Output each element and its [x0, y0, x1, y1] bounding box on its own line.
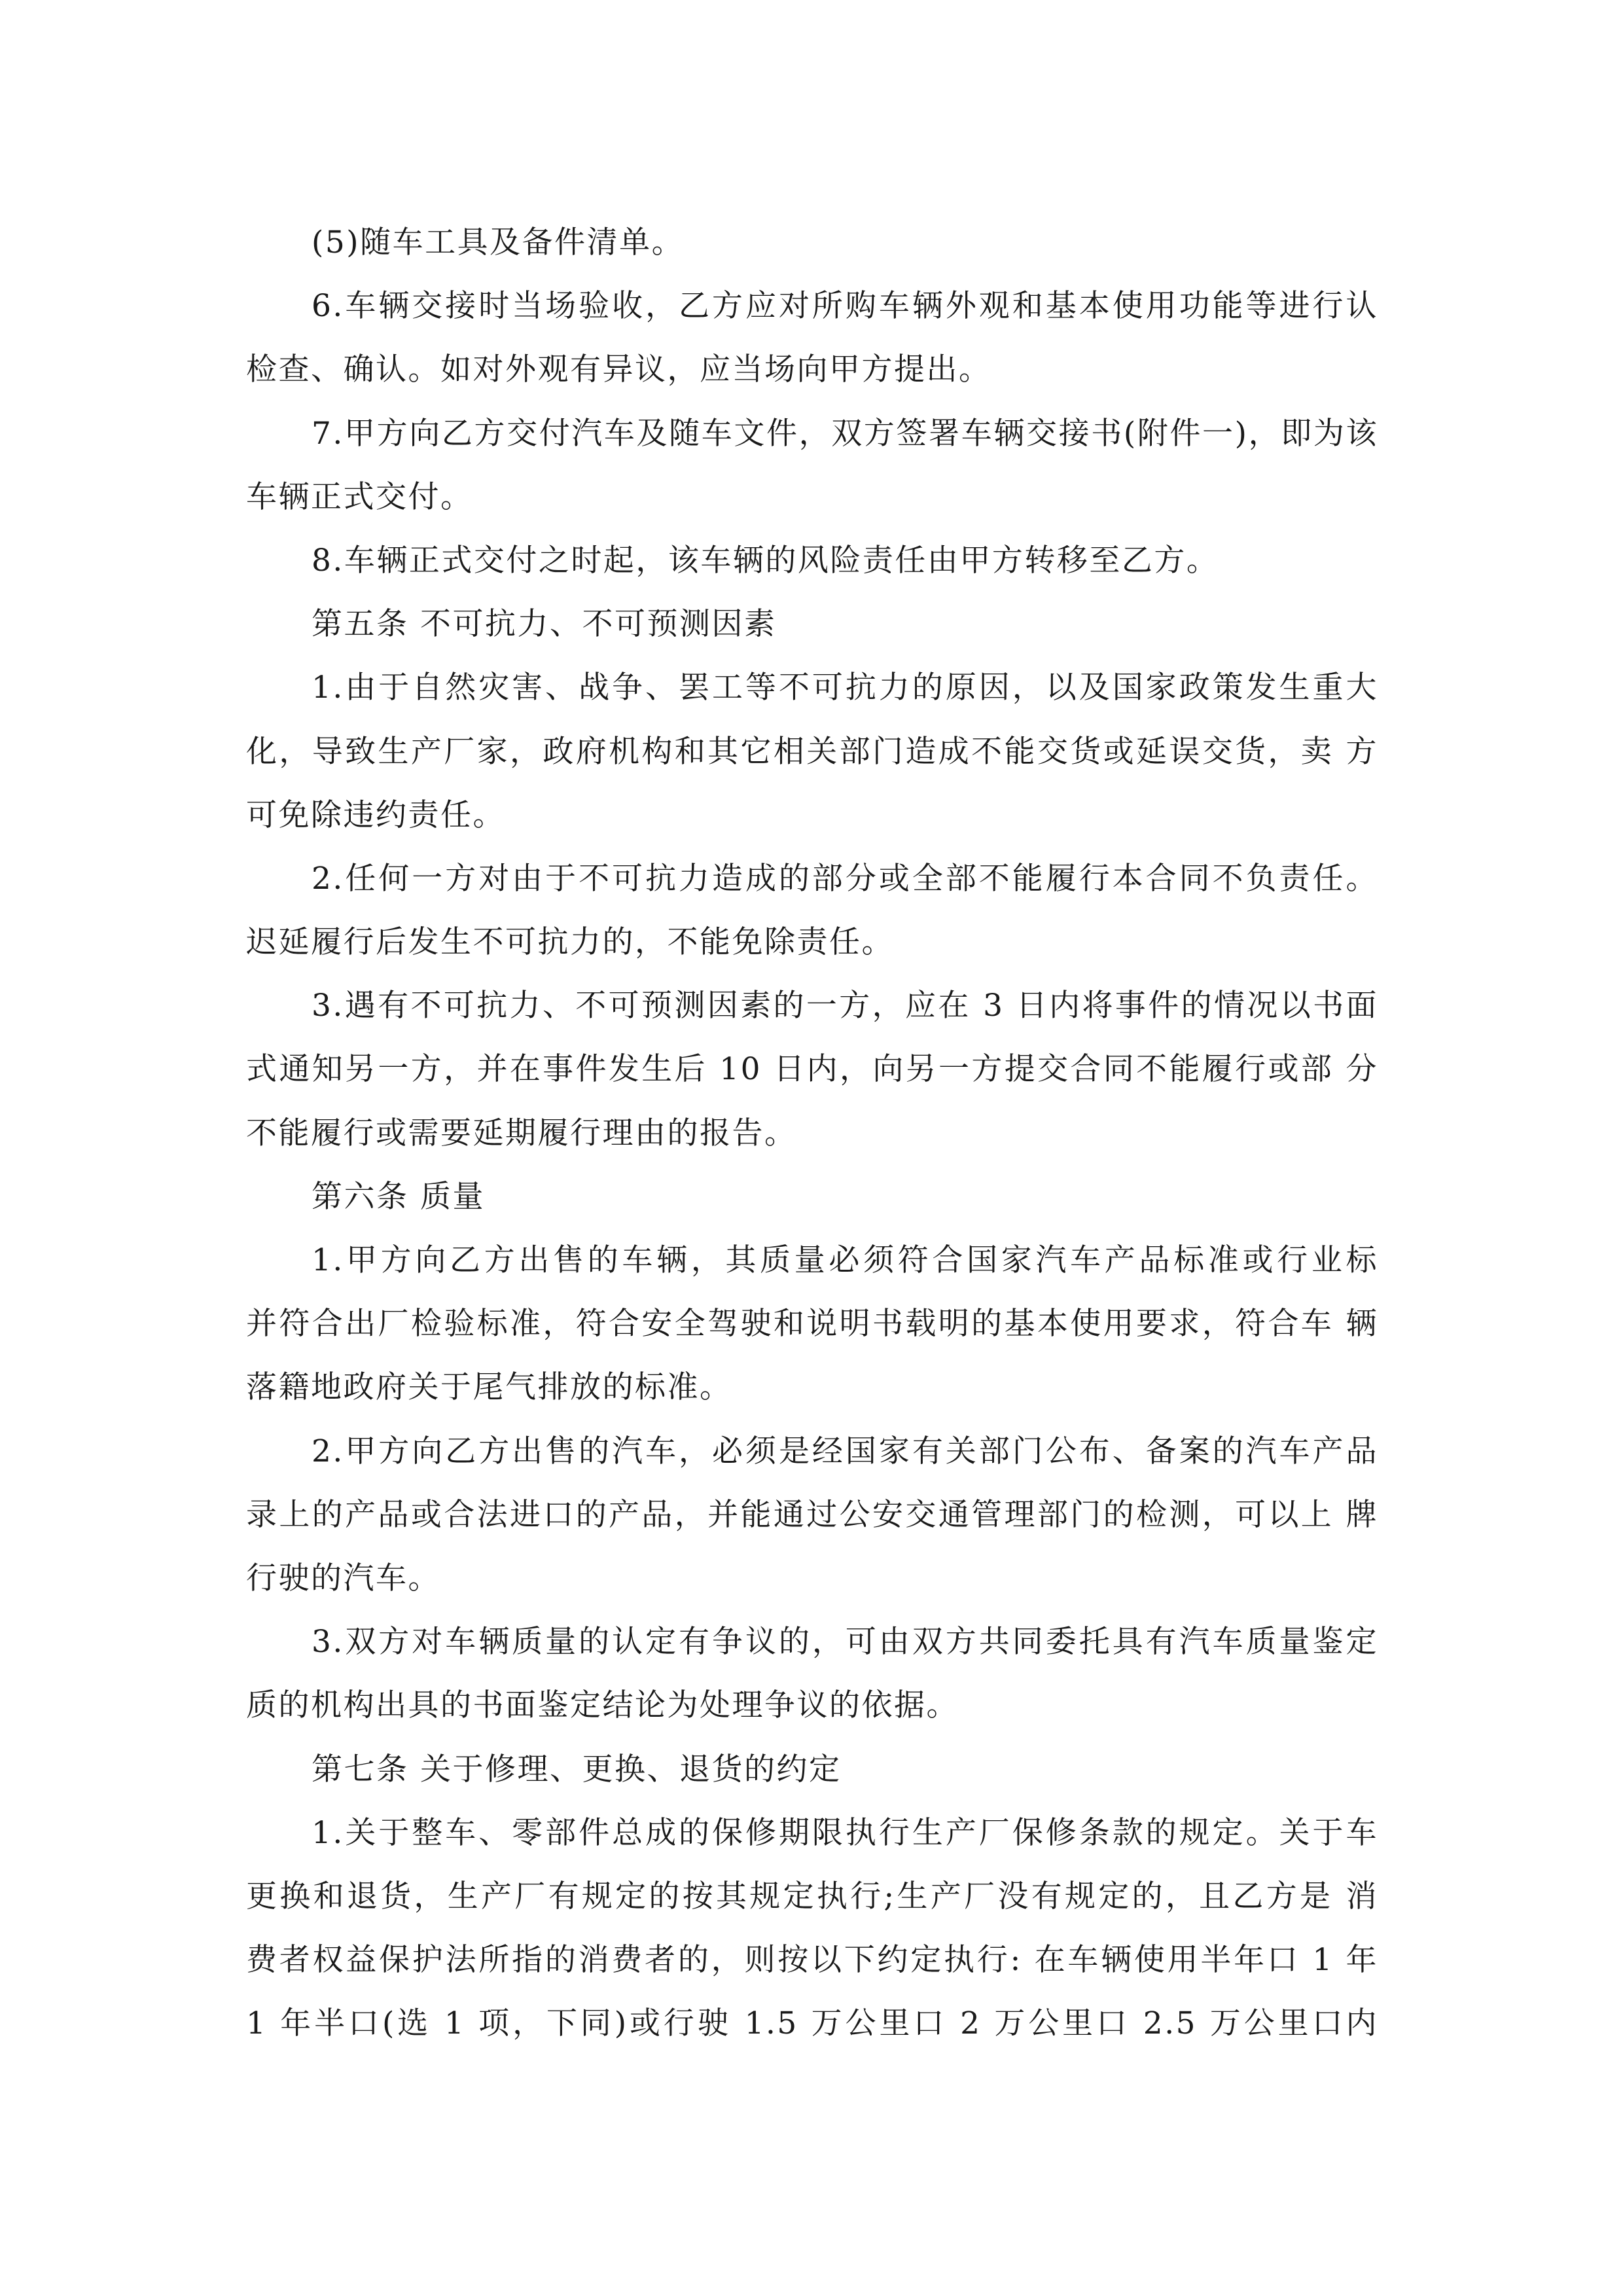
- text-line: 迟延履行后发生不可抗力的，不能免除责任。: [246, 924, 894, 961]
- text-line: 2.甲方向乙方出售的汽车，必须是经国家有关部门公布、备案的汽车产品: [312, 1433, 1378, 1469]
- text-line: 1.关于整车、零部件总成的保修期限执行生产厂保修条款的规定。关于车: [312, 1814, 1378, 1851]
- text-line: 第七条 关于修理、更换、退货的约定: [312, 1751, 842, 1787]
- text-line: 第六条 质量: [312, 1178, 485, 1215]
- text-line: 质的机构出具的书面鉴定结论为处理争议的依据。: [246, 1687, 959, 1724]
- text-line: 并符合出厂检验标准，符合安全驾驶和说明书载明的基本使用要求，符合车 辆: [246, 1306, 1378, 1342]
- text-line: 1.甲方向乙方出售的车辆，其质量必须符合国家汽车产品标准或行业标: [312, 1242, 1378, 1278]
- text-line: 式通知另一方，并在事件发生后 10 日内，向另一方提交合同不能履行或部 分: [246, 1051, 1378, 1088]
- text-line: 1.由于自然灾害、战争、罢工等不可抗力的原因，以及国家政策发生重大: [312, 670, 1378, 706]
- text-line: 6.车辆交接时当场验收，乙方应对所购车辆外观和基本使用功能等进行认: [312, 288, 1378, 325]
- text-line: 检查、确认。如对外观有异议，应当场向甲方提出。: [246, 351, 991, 388]
- text-line: 化，导致生产厂家，政府机构和其它相关部门造成不能交货或延误交货，卖 方: [246, 733, 1378, 770]
- text-line: (5)随车工具及备件清单。: [312, 224, 685, 260]
- text-line: 行驶的汽车。: [246, 1560, 440, 1596]
- text-line: 车辆正式交付。: [246, 478, 473, 515]
- document-body: [246, 211, 1378, 2055]
- text-line: 3.遇有不可抗力、不可预测因素的一方，应在 3 日内将事件的情况以书面: [312, 988, 1378, 1024]
- text-line: 1 年半口(选 1 项，下同)或行驶 1.5 万公里口 2 万公里口 2.5 万公里口内: [246, 2005, 1378, 2042]
- text-line: 3.双方对车辆质量的认定有争议的，可由双方共同委托具有汽车质量鉴定: [312, 1624, 1378, 1660]
- text-line: 落籍地政府关于尾气排放的标准。: [246, 1369, 732, 1406]
- text-line: 录上的产品或合法进口的产品，并能通过公安交通管理部门的检测，可以上 牌: [246, 1496, 1378, 1533]
- text-line: 2.任何一方对由于不可抗力造成的部分或全部不能履行本合同不负责任。: [312, 860, 1378, 897]
- text-line: 不能履行或需要延期履行理由的报告。: [246, 1115, 797, 1151]
- text-line: 7.甲方向乙方交付汽车及随车文件，双方签署车辆交接书(附件一)，即为该: [312, 415, 1378, 452]
- text-line: 8.车辆正式交付之时起，该车辆的风险责任由甲方转移至乙方。: [312, 542, 1219, 579]
- text-line: 更换和退货，生产厂有规定的按其规定执行;生产厂没有规定的，且乙方是 消: [246, 1878, 1378, 1914]
- text-line: 第五条 不可抗力、不可预测因素: [312, 606, 777, 643]
- text-line: 费者权益保护法所指的消费者的，则按以下约定执行: 在车辆使用半年口 1 年: [246, 1942, 1378, 1979]
- text-line: 可免除违约责任。: [246, 797, 505, 833]
